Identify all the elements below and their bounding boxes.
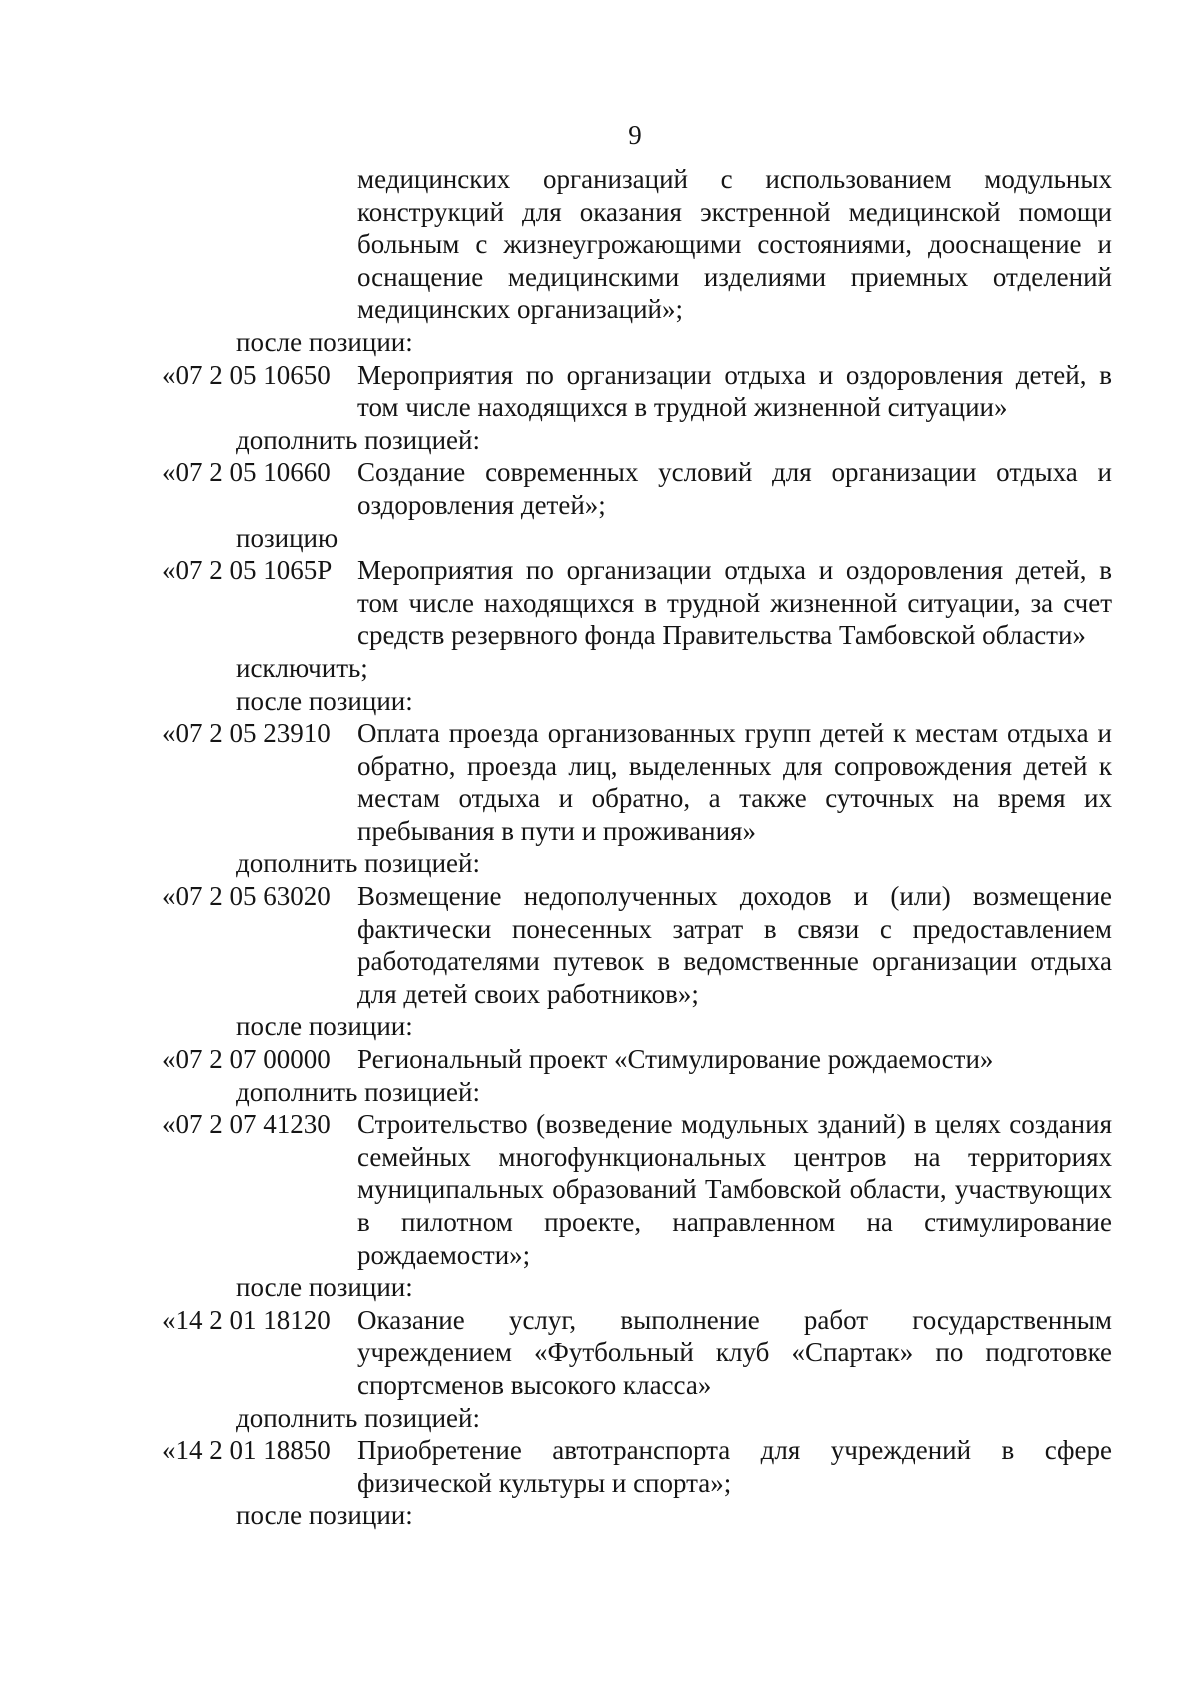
budget-entry [0,554,1200,652]
entry-description: Мероприятия по организации отдыха и оздоровления детей, в том числе находящихся в трудной жизненной ситуации, за счет средств резервного фонда Правительства Тамбовской области» [357,555,1112,651]
document-body [0,163,1200,1532]
budget-entry [0,1108,1200,1271]
instruction-line: позицию [236,522,339,553]
entry-description: Приобретение автотранспорта для учреждений в сфере физической культуры и спорта»; [357,1435,1112,1498]
entry-code: «07 2 07 00000 [162,1044,331,1075]
entry-description: Оплата проезда организованных групп детей к местам отдыха и обратно, проезда лиц, выделенных для сопровождения детей к местам отдыха и обратно, а также суточных на время их пребывания в пути и проживания» [357,718,1112,846]
instruction-line: после позиции: [236,326,413,357]
entry-code: «07 2 05 10650 [162,359,331,390]
instruction-line: после позиции: [236,1500,413,1531]
budget-entry [0,880,1200,1010]
budget-entry [0,1043,1200,1076]
instruction-line: дополнить позицией: [236,848,480,879]
entry-code: «07 2 05 1065Р [162,555,333,586]
entry-code: «07 2 05 23910 [162,718,331,749]
instruction-line: после позиции: [236,1011,413,1042]
instruction-line: дополнить позицией: [236,1076,480,1107]
instruction-line: после позиции: [236,685,413,716]
entry-code: «14 2 01 18120 [162,1304,331,1335]
entry-code: «07 2 07 41230 [162,1109,331,1140]
budget-entry [0,1434,1200,1499]
page-number: 9 [628,120,642,150]
budget-entry [0,359,1200,424]
entry-description: Мероприятия по организации отдыха и оздоровления детей, в том числе находящихся в трудной жизненной ситуации» [357,359,1112,423]
entry-code: «14 2 01 18850 [162,1435,331,1466]
entry-description: Создание современных условий для организации отдыха и оздоровления детей»; [357,457,1112,520]
instruction-line: исключить; [236,652,368,683]
entry-description: Строительство (возведение модульных зданий) в целях создания семейных многофункциональных центров на территориях муниципальных образований Тамбовской области, участвующих в пилотном проекте, направленном на стимулирование рождаемости»; [357,1109,1112,1270]
entry-description: Региональный проект «Стимулирование рождаемости» [357,1044,994,1075]
instruction-line: дополнить позицией: [236,424,480,455]
continuation-paragraph: медицинских организаций с использованием модульных конструкций для оказания экстренной медицинской помощи больным с жизнеугрожающими состояниями, дооснащение и оснащение медицинскими изделиями приемных отделений медицинских организаций»; [357,164,1112,325]
entry-code: «07 2 05 10660 [162,457,331,488]
entry-description: Возмещение недополученных доходов и (или) возмещение фактически понесенных затрат в связи с предоставлением работодателями путевок в ведомственные организации отдыха для детей своих работников»; [357,881,1112,1009]
entry-description: Оказание услуг, выполнение работ государственным учреждением «Футбольный клуб «Спартак» по подготовке спортсменов высокого класса» [357,1304,1112,1400]
budget-entry [0,717,1200,847]
instruction-line: после позиции: [236,1272,413,1303]
entry-code: «07 2 05 63020 [162,881,331,912]
budget-entry [0,456,1200,521]
budget-entry [0,1304,1200,1402]
instruction-line: дополнить позицией: [236,1402,480,1433]
